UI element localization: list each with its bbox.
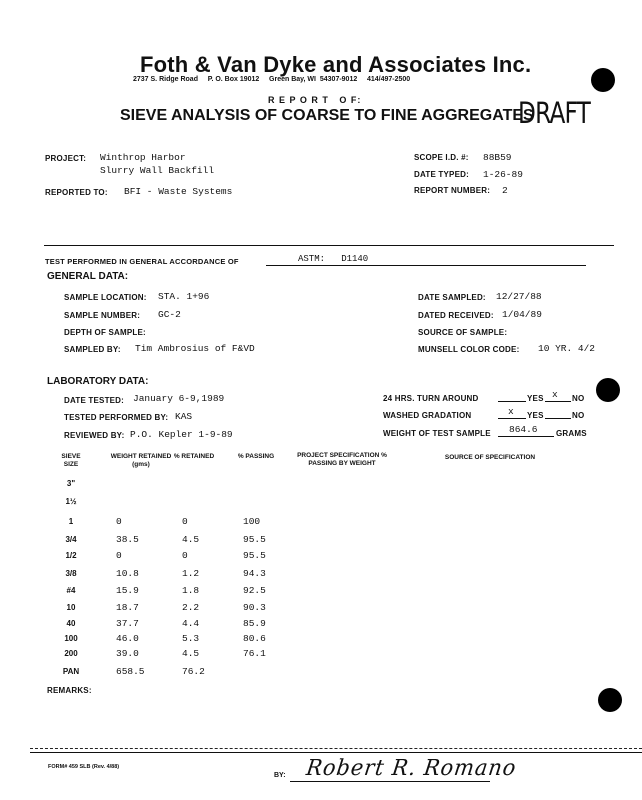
weight-retained-cell: 39.0 bbox=[116, 648, 139, 659]
washed-label: WASHED GRADATION bbox=[383, 411, 472, 420]
pct-passing-cell: 76.1 bbox=[243, 648, 266, 659]
sieve-size-cell: 200 bbox=[64, 649, 78, 658]
dated-received-label: DATED RECEIVED: bbox=[418, 311, 494, 320]
weight-retained-cell: 38.5 bbox=[116, 534, 139, 545]
company-address: 2737 S. Ridge Road P. O. Box 19012 Green Bay, WI 54307-9012 414/497-2500 bbox=[133, 76, 411, 83]
pct-passing-cell: 95.5 bbox=[243, 550, 266, 561]
general-heading: GENERAL DATA: bbox=[47, 271, 129, 282]
pct-retained-cell: 4.4 bbox=[182, 618, 200, 629]
weight-retained-cell: 37.7 bbox=[116, 618, 139, 629]
washed-yes: YES bbox=[527, 411, 544, 420]
turnaround-label: 24 HRS. TURN AROUND bbox=[383, 394, 479, 403]
project-label: PROJECT: bbox=[45, 154, 87, 163]
punch-hole-bottom bbox=[598, 688, 622, 712]
footer-rule bbox=[30, 752, 642, 753]
munsell-value: 10 YR. 4/2 bbox=[538, 343, 596, 354]
company-name: Foth & Van Dyke and Associates Inc. bbox=[140, 52, 532, 77]
scope-label: SCOPE I.D. #: bbox=[414, 153, 469, 162]
date-sampled-label: DATE SAMPLED: bbox=[418, 293, 486, 302]
sieve-size-cell: 1½ bbox=[65, 497, 77, 506]
pct-retained-cell: 4.5 bbox=[182, 648, 200, 659]
pct-passing-cell: 90.3 bbox=[243, 602, 266, 613]
weight-line bbox=[498, 436, 554, 437]
punch-hole-top bbox=[591, 68, 615, 92]
sample-location-value: STA. 1+96 bbox=[158, 291, 210, 302]
sieve-size-cell: 40 bbox=[66, 619, 76, 628]
dated-received-value: 1/04/89 bbox=[502, 309, 542, 320]
report-number-value: 2 bbox=[502, 185, 508, 196]
date-typed-label: DATE TYPED: bbox=[414, 170, 469, 179]
turnaround-yes: YES bbox=[527, 394, 544, 403]
sampled-by-label: SAMPLED BY: bbox=[64, 345, 121, 354]
sieve-size-cell: 3" bbox=[66, 479, 76, 488]
by-label: BY: bbox=[274, 772, 286, 779]
sieve-size-cell: 3/8 bbox=[65, 569, 77, 578]
col-source-spec: SOURCE OF SPECIFICATION bbox=[444, 454, 536, 461]
tested-by-label: TESTED PERFORMED BY: bbox=[64, 413, 169, 422]
washed-no: NO bbox=[572, 411, 585, 420]
col-pct-passing: % PASSING bbox=[237, 453, 275, 460]
turnaround-mark: x bbox=[552, 389, 558, 400]
pct-retained-cell: 1.8 bbox=[182, 585, 200, 596]
turnaround-no-line bbox=[545, 401, 571, 402]
sampled-by-value: Tim Ambrosius of F&VD bbox=[135, 343, 255, 354]
source-of-sample-label: SOURCE OF SAMPLE: bbox=[418, 328, 508, 337]
reported-to-label: REPORTED TO: bbox=[45, 188, 108, 197]
lab-heading: LABORATORY DATA: bbox=[47, 376, 149, 387]
date-tested-label: DATE TESTED: bbox=[64, 396, 125, 405]
signature: Robert R. Romano bbox=[304, 756, 518, 781]
pct-passing-cell: 85.9 bbox=[243, 618, 266, 629]
date-sampled-value: 12/27/88 bbox=[496, 291, 542, 302]
pct-passing-cell: 100 bbox=[243, 516, 261, 527]
col-project-spec: PROJECT SPECIFICATION % PASSING BY WEIGHT bbox=[297, 452, 387, 467]
pct-passing-cell: 95.5 bbox=[243, 534, 266, 545]
pct-retained-cell: 1.2 bbox=[182, 568, 200, 579]
report-of: R E P O R T O F: bbox=[268, 95, 362, 105]
sieve-size-cell: 100 bbox=[64, 634, 78, 643]
col-pct-retained: % RETAINED bbox=[173, 453, 215, 460]
accordance-label: TEST PERFORMED IN GENERAL ACCORDANCE OF bbox=[45, 257, 239, 266]
reported-to-value: BFI - Waste Systems bbox=[124, 186, 233, 197]
pct-retained-cell: 76.2 bbox=[182, 666, 205, 677]
sieve-size-cell: #4 bbox=[66, 586, 76, 595]
col-sieve-size: SIEVE SIZE bbox=[61, 453, 81, 468]
draft-stamp: DRAFT bbox=[518, 96, 591, 130]
sample-number-label: SAMPLE NUMBER: bbox=[64, 311, 141, 320]
tested-by-value: KAS bbox=[175, 411, 193, 422]
pct-retained-cell: 5.3 bbox=[182, 633, 200, 644]
form-number: FORM# 459 SLB (Rev. 4/88) bbox=[48, 764, 120, 770]
weight-retained-cell: 18.7 bbox=[116, 602, 139, 613]
grams-label: GRAMS bbox=[556, 429, 587, 438]
reviewed-by-label: REVIEWED BY: bbox=[64, 431, 125, 440]
washed-yes-line bbox=[498, 418, 526, 419]
pct-retained-cell: 4.5 bbox=[182, 534, 200, 545]
sieve-size-cell: PAN bbox=[62, 667, 80, 676]
sample-number-value: GC-2 bbox=[158, 309, 181, 320]
turnaround-no: NO bbox=[572, 394, 585, 403]
weight-retained-cell: 0 bbox=[116, 516, 122, 527]
weight-retained-cell: 46.0 bbox=[116, 633, 139, 644]
scope-value: 88B59 bbox=[483, 152, 512, 163]
munsell-label: MUNSELL COLOR CODE: bbox=[418, 345, 520, 354]
washed-no-line bbox=[545, 418, 571, 419]
report-title: SIEVE ANALYSIS OF COARSE TO FINE AGGREGATES bbox=[120, 107, 534, 124]
divider-top bbox=[44, 245, 614, 246]
report-number-label: REPORT NUMBER: bbox=[414, 186, 491, 195]
footer-dashed-line bbox=[30, 748, 642, 749]
weight-value: 864.6 bbox=[509, 424, 538, 435]
turnaround-yes-line bbox=[498, 401, 526, 402]
depth-label: DEPTH OF SAMPLE: bbox=[64, 328, 146, 337]
accordance-underline bbox=[266, 265, 586, 266]
date-typed-value: 1-26-89 bbox=[483, 169, 523, 180]
sample-location-label: SAMPLE LOCATION: bbox=[64, 293, 147, 302]
signature-line bbox=[290, 781, 490, 782]
weight-label: WEIGHT OF TEST SAMPLE bbox=[383, 429, 491, 438]
accordance-value: ASTM: D1140 bbox=[298, 254, 369, 264]
project-line1: Winthrop Harbor bbox=[100, 152, 186, 163]
pct-retained-cell: 0 bbox=[182, 516, 188, 527]
weight-retained-cell: 0 bbox=[116, 550, 122, 561]
pct-retained-cell: 0 bbox=[182, 550, 188, 561]
remarks-label: REMARKS: bbox=[47, 686, 92, 695]
project-line2: Slurry Wall Backfill bbox=[100, 165, 215, 176]
washed-mark: x bbox=[508, 406, 514, 417]
punch-hole-middle bbox=[596, 378, 620, 402]
pct-passing-cell: 80.6 bbox=[243, 633, 266, 644]
weight-retained-cell: 658.5 bbox=[116, 666, 145, 677]
sieve-size-cell: 3/4 bbox=[65, 535, 77, 544]
pct-passing-cell: 92.5 bbox=[243, 585, 266, 596]
sieve-size-cell: 1 bbox=[68, 517, 74, 526]
weight-retained-cell: 10.8 bbox=[116, 568, 139, 579]
pct-retained-cell: 2.2 bbox=[182, 602, 200, 613]
sieve-size-cell: 1/2 bbox=[65, 551, 77, 560]
weight-retained-cell: 15.9 bbox=[116, 585, 139, 596]
pct-passing-cell: 94.3 bbox=[243, 568, 266, 579]
date-tested-value: January 6-9,1989 bbox=[133, 393, 225, 404]
reviewed-by-value: P.O. Kepler 1-9-89 bbox=[130, 429, 233, 440]
col-weight-retained: WEIGHT RETAINED (gms) bbox=[110, 453, 172, 468]
sieve-size-cell: 10 bbox=[66, 603, 76, 612]
